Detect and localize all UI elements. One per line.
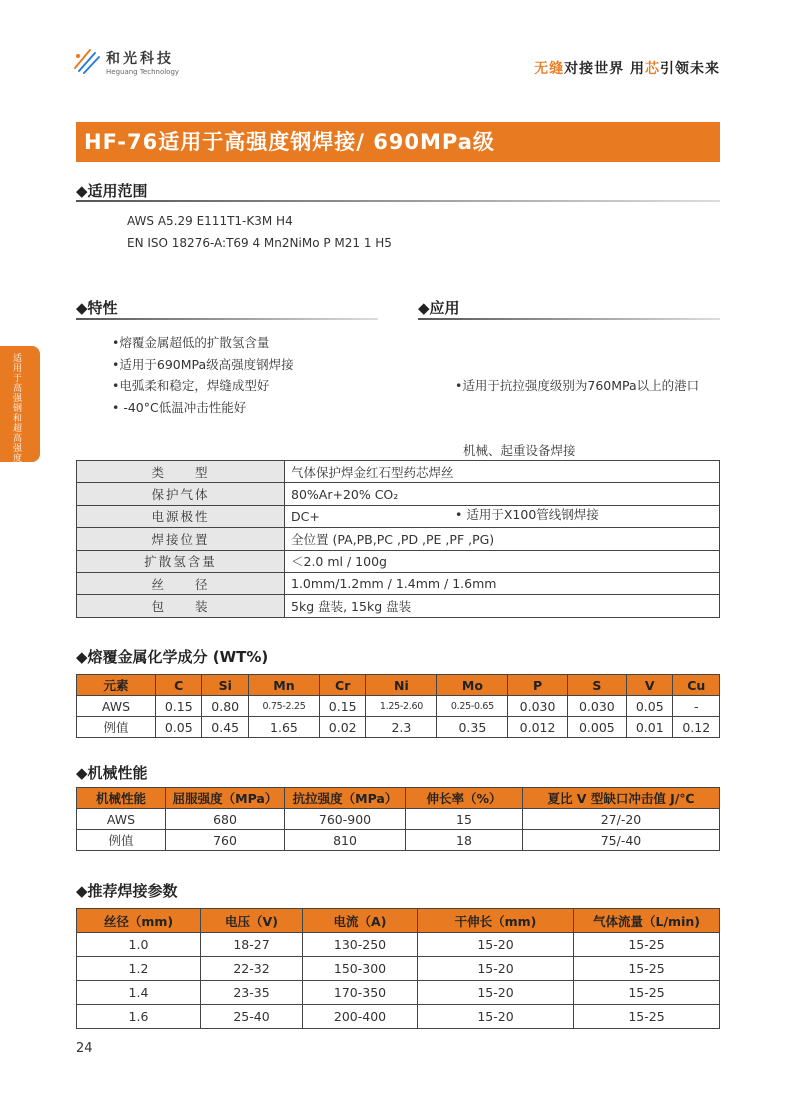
side-tab-label: 适用于高强钢和超高强度钢 <box>13 354 23 474</box>
scope-line-1: AWS A5.29 E111T1-K3M H4 <box>127 214 293 228</box>
features-list <box>112 332 294 418</box>
weld-cell: 18-27 <box>201 933 303 957</box>
chem-cell: 0.012 <box>508 717 567 738</box>
property-value: 全位置 (PA,PB,PC ,PD ,PE ,PF ,PG) <box>285 528 720 550</box>
chem-cell: 0.02 <box>319 717 365 738</box>
features-item: •适用于690MPa级高强度钢焊接 <box>112 356 294 372</box>
property-value: 气体保护焊金红石型药芯焊丝 <box>285 461 720 483</box>
side-tab <box>0 346 40 474</box>
chem-cell: 0.01 <box>627 717 673 738</box>
mech-header: 屈服强度（MPa） <box>166 788 285 809</box>
mech-cell: 75/-40 <box>523 830 720 851</box>
chem-cell: 1.25-2.60 <box>366 696 437 717</box>
chem-cell: 0.25-0.65 <box>437 696 508 717</box>
mech-cell: 例值 <box>77 830 166 851</box>
weld-cell: 1.6 <box>77 1005 201 1029</box>
weld-header: 丝径（mm) <box>77 909 201 933</box>
chem-cell: 0.45 <box>202 717 248 738</box>
chem-header: S <box>567 675 626 696</box>
brand-logo <box>72 44 182 84</box>
chem-header: V <box>627 675 673 696</box>
chem-cell: 0.80 <box>202 696 248 717</box>
chem-header: Cu <box>673 675 720 696</box>
property-value: DC+ <box>285 505 720 527</box>
property-value: 5kg 盘装, 15kg 盘装 <box>285 595 720 617</box>
table-row <box>77 505 720 527</box>
property-key: 保护气体 <box>77 483 285 505</box>
mech-cell: 680 <box>166 809 285 830</box>
table-row <box>77 461 720 483</box>
mech-header: 夏比 V 型缺口冲击值 J/℃ <box>523 788 720 809</box>
chem-table <box>76 674 720 738</box>
brand-name-cn: 和光科技 <box>106 51 174 67</box>
weld-cell: 15-20 <box>418 957 574 981</box>
table-row <box>77 981 720 1005</box>
property-key: 电源极性 <box>77 505 285 527</box>
page-title: HF-76适用于高强度钢焊接/ 690MPa级 <box>84 130 495 154</box>
brand-name-en: Heguang Technology <box>106 68 180 76</box>
chem-cell: 0.15 <box>319 696 365 717</box>
chem-heading: ◆熔覆金属化学成分 (WT%) <box>76 648 269 666</box>
weld-cell: 15-20 <box>418 1005 574 1029</box>
chem-header: Mo <box>437 675 508 696</box>
chem-cell: - <box>673 696 720 717</box>
weld-header: 气体流量（L/min) <box>574 909 720 933</box>
table-header-row <box>77 675 720 696</box>
features-item: •电弧柔和稳定，焊缝成型好 <box>112 378 270 393</box>
application-divider <box>418 318 720 320</box>
chem-header: C <box>156 675 202 696</box>
chem-header: Mn <box>248 675 319 696</box>
chem-cell: 例值 <box>77 717 156 738</box>
chem-cell: 0.005 <box>567 717 626 738</box>
table-row <box>77 696 720 717</box>
mech-cell: 18 <box>406 830 523 851</box>
property-key: 焊接位置 <box>77 528 285 550</box>
property-value: 1.0mm/1.2mm / 1.4mm / 1.6mm <box>285 572 720 594</box>
mech-header: 抗拉强度（MPa） <box>285 788 406 809</box>
chem-cell: 0.030 <box>508 696 567 717</box>
chem-cell: 0.030 <box>567 696 626 717</box>
weld-header: 干伸长（mm) <box>418 909 574 933</box>
chem-cell: AWS <box>77 696 156 717</box>
weld-cell: 15-25 <box>574 957 720 981</box>
weld-cell: 22-32 <box>201 957 303 981</box>
property-value: ＜2.0 ml / 100g <box>285 550 720 572</box>
weld-cell: 130-250 <box>303 933 418 957</box>
chem-header: P <box>508 675 567 696</box>
chem-header: 元素 <box>77 675 156 696</box>
table-row <box>77 595 720 617</box>
weld-heading: ◆推荐焊接参数 <box>76 882 178 900</box>
table-row <box>77 572 720 594</box>
chem-cell: 0.05 <box>627 696 673 717</box>
table-row <box>77 1005 720 1029</box>
mech-cell: 15 <box>406 809 523 830</box>
page-number: 24 <box>76 1041 93 1056</box>
table-row <box>77 717 720 738</box>
property-value: 80%Ar+20% CO₂ <box>285 483 720 505</box>
weld-cell: 15-25 <box>574 1005 720 1029</box>
mech-header: 机械性能 <box>77 788 166 809</box>
scope-heading: ◆适用范围 <box>76 182 148 200</box>
chem-header: Ni <box>366 675 437 696</box>
features-divider <box>76 318 378 320</box>
mech-table <box>76 787 720 851</box>
table-row <box>77 933 720 957</box>
title-bar <box>76 122 720 162</box>
weld-cell: 15-25 <box>574 981 720 1005</box>
application-item: 机械、起重设备焊接 <box>455 442 576 458</box>
table-header-row <box>77 788 720 809</box>
property-key: 丝 径 <box>77 572 285 594</box>
features-item: • -40°C低温冲击性能好 <box>112 399 247 415</box>
chem-cell: 0.35 <box>437 717 508 738</box>
chem-header: Si <box>202 675 248 696</box>
application-heading: ◆应用 <box>418 299 460 317</box>
mech-cell: 810 <box>285 830 406 851</box>
chem-cell: 0.12 <box>673 717 720 738</box>
chem-header: Cr <box>319 675 365 696</box>
weld-cell: 15-25 <box>574 933 720 957</box>
features-item: •熔覆金属超低的扩散氢含量 <box>112 335 270 350</box>
weld-cell: 150-300 <box>303 957 418 981</box>
weld-cell: 15-20 <box>418 933 574 957</box>
property-key: 扩散氢含量 <box>77 550 285 572</box>
weld-header: 电流（A) <box>303 909 418 933</box>
table-row <box>77 830 720 851</box>
features-heading: ◆特性 <box>76 299 118 317</box>
mech-header: 伸长率（%） <box>406 788 523 809</box>
weld-cell: 1.2 <box>77 957 201 981</box>
weld-cell: 25-40 <box>201 1005 303 1029</box>
table-row <box>77 957 720 981</box>
application-item: • 适用于X100管线钢焊接 <box>455 507 599 522</box>
weld-cell: 15-20 <box>418 981 574 1005</box>
weld-cell: 1.4 <box>77 981 201 1005</box>
weld-cell: 1.0 <box>77 933 201 957</box>
application-item: •适用于抗拉强度级别为760MPa以上的港口 <box>455 378 700 393</box>
table-header-row <box>77 909 720 933</box>
logo-mark-icon <box>72 46 102 76</box>
mech-cell: 760-900 <box>285 809 406 830</box>
property-key: 类 型 <box>77 461 285 483</box>
slogan: 无缝对接世界 用芯引领未来 <box>534 61 720 77</box>
table-row <box>77 483 720 505</box>
chem-cell: 0.75-2.25 <box>248 696 319 717</box>
weld-table <box>76 908 720 1029</box>
property-key: 包 装 <box>77 595 285 617</box>
table-row <box>77 550 720 572</box>
mech-cell: 760 <box>166 830 285 851</box>
mech-cell: 27/-20 <box>523 809 720 830</box>
table-row <box>77 809 720 830</box>
mech-heading: ◆机械性能 <box>76 764 148 782</box>
scope-divider <box>76 200 720 202</box>
weld-cell: 170-350 <box>303 981 418 1005</box>
chem-cell: 2.3 <box>366 717 437 738</box>
table-row <box>77 528 720 550</box>
chem-cell: 1.65 <box>248 717 319 738</box>
chem-cell: 0.15 <box>156 696 202 717</box>
mech-cell: AWS <box>77 809 166 830</box>
scope-line-2: EN ISO 18276-A:T69 4 Mn2NiMo P M21 1 H5 <box>127 236 392 250</box>
weld-cell: 23-35 <box>201 981 303 1005</box>
chem-cell: 0.05 <box>156 717 202 738</box>
weld-cell: 200-400 <box>303 1005 418 1029</box>
weld-header: 电压（V) <box>201 909 303 933</box>
properties-table <box>76 460 720 618</box>
